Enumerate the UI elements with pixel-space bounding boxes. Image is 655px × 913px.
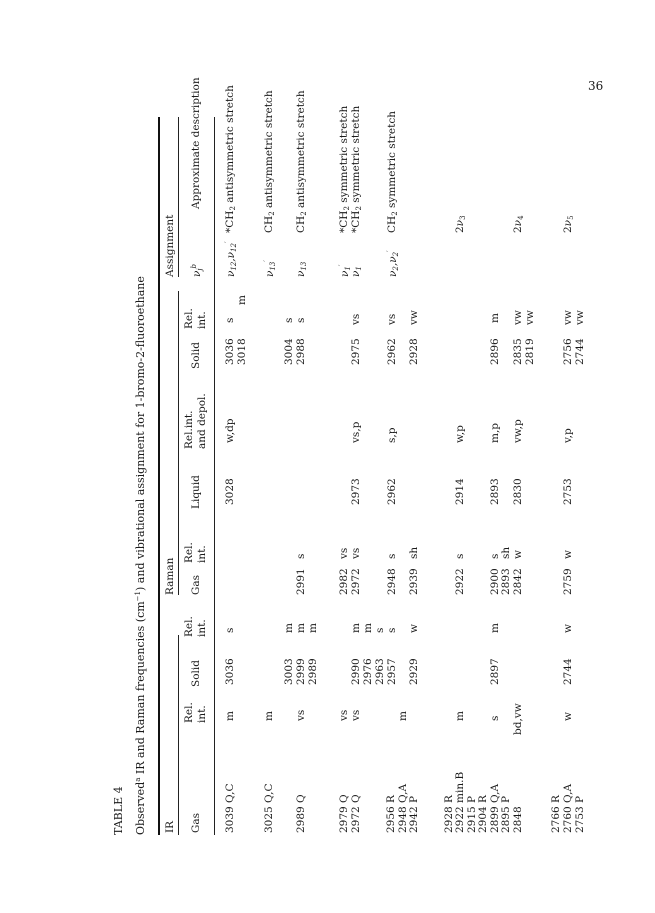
assign-nu-cell: $\nu_{12},\nu_{12}'$ <box>224 241 238 277</box>
raman-solid-cell: 2975 <box>350 338 362 365</box>
page-number: 36 <box>588 79 604 93</box>
raman-gas-cell: 2900 <box>489 568 501 595</box>
raman-gas-rel-cell: vs <box>350 547 362 559</box>
ir-gas-rel-cell: s <box>489 715 501 721</box>
raman-solid-rel-cell: s <box>295 317 307 323</box>
ir-gas-cell: 2895 P <box>500 795 512 833</box>
description-cell: $CH_2$ symmetric stretch <box>386 111 399 233</box>
ir-gas-cell: 2922 min.B <box>454 771 466 833</box>
ir-solid-rel-cell: m <box>350 623 362 633</box>
hdr-approx-description: Approximate description <box>190 77 202 209</box>
raman-liquid-cell: 2962 <box>386 478 398 505</box>
raman-solid-cell: 3004 <box>283 338 295 365</box>
assign-nu-cell: $\nu_{13}$ <box>295 261 308 277</box>
raman-liquid-cell: 2830 <box>512 478 524 505</box>
raman-solid-rel-cell: m <box>489 313 501 323</box>
raman-liquid-rel-cell: vs,p <box>350 421 362 443</box>
rule-assignment <box>178 117 179 277</box>
raman-solid-rel-cell: s <box>224 317 236 323</box>
raman-liquid-cell: 2893 <box>489 478 501 505</box>
ir-gas-cell: 2928 R <box>443 795 455 833</box>
raman-gas-cell: 2982 <box>338 568 350 595</box>
raman-gas-rel-cell: sh <box>408 546 420 559</box>
hdr-raman-relint-depol: Rel.int. and depol. <box>183 393 208 449</box>
raman-solid-rel-cell: vw <box>408 310 420 325</box>
assign-nu-cell: $\nu_1'$ <box>338 264 352 277</box>
ir-gas-cell: 2972 Q <box>350 794 362 833</box>
hdr-raman-solid: Solid <box>190 342 202 369</box>
raman-gas-cell: 2922 <box>454 568 466 595</box>
ir-solid-rel-cell: s <box>374 627 386 633</box>
table-label: TABLE 4 <box>112 786 125 835</box>
raman-gas-rel-cell: s <box>489 553 501 559</box>
raman-solid-rel-cell: vw <box>524 310 536 325</box>
raman-liquid-rel-cell: w,dp <box>224 418 236 443</box>
raman-solid-cell: 2896 <box>489 338 501 365</box>
ir-solid-rel-cell: m <box>489 623 501 633</box>
ir-solid-cell: 2990 <box>350 658 362 685</box>
raman-gas-cell: 2842 <box>512 568 524 595</box>
raman-liquid-cell: 2753 <box>562 478 574 505</box>
raman-gas-cell: 2759 <box>562 568 574 595</box>
hdr-assign-nu: $\nu_j^b$ <box>190 263 204 277</box>
rule-ir <box>178 635 179 835</box>
ir-gas-cell: 2766 R <box>550 795 562 833</box>
table-caption: Observed$^a$ IR and Raman frequencies $(cm^{-1})$ and vibrational assignment for 1-bromo-2-fluoroethane <box>134 276 147 835</box>
rule-header <box>214 117 215 835</box>
raman-gas-rel-cell: s <box>386 553 398 559</box>
group-ir: IR <box>164 820 176 833</box>
ir-gas-rel-cell: m <box>397 711 409 721</box>
raman-gas-cell: 2991 <box>295 568 307 595</box>
ir-solid-rel-cell: m <box>295 623 307 633</box>
raman-liquid-rel-cell: vw,p <box>512 419 524 443</box>
ir-gas-rel-cell: vs <box>295 709 307 721</box>
raman-solid-rel-cell: m <box>236 295 248 305</box>
ir-solid-rel-cell: m <box>307 623 319 633</box>
ir-gas-cell: 2899 Q,A <box>489 783 501 833</box>
ir-solid-rel-cell: w <box>562 624 574 633</box>
overtone-cell: $2\nu_4$ <box>512 215 525 233</box>
ir-solid-cell: 2989 <box>307 658 319 685</box>
ir-gas-rel-cell: vs <box>338 709 350 721</box>
raman-liquid-rel-cell: v,p <box>562 428 574 443</box>
raman-gas-rel-cell: w <box>562 550 574 559</box>
ir-gas-cell: 2760 Q,A <box>562 783 574 833</box>
hdr-raman-gas: Gas <box>190 574 202 595</box>
raman-liquid-cell: 2914 <box>454 478 466 505</box>
raman-solid-cell: 2819 <box>524 338 536 365</box>
raman-solid-rel-cell: vw <box>562 310 574 325</box>
group-raman: Raman <box>164 557 176 595</box>
raman-solid-cell: 3018 <box>236 338 248 365</box>
ir-gas-cell: 2848 <box>512 806 524 833</box>
ir-solid-rel-cell: s <box>386 627 398 633</box>
ir-gas-cell: 2915 P <box>466 795 478 833</box>
hdr-ir-solid: Solid <box>190 660 202 687</box>
hdr-raman-solid-rel: Rel. int. <box>183 308 208 329</box>
raman-solid-cell: 2962 <box>386 338 398 365</box>
raman-solid-rel-cell: s <box>283 317 295 323</box>
raman-gas-cell: 2972 <box>350 568 362 595</box>
raman-solid-rel-cell: vw <box>574 310 586 325</box>
ir-gas-cell: 2956 R <box>385 795 397 833</box>
raman-liquid-rel-cell: w,p <box>454 425 466 443</box>
ir-solid-cell: 2744 <box>562 658 574 685</box>
ir-solid-cell: 2897 <box>489 658 501 685</box>
assign-nu-cell: $\nu_{13}'$ <box>263 260 277 277</box>
assign-nu-cell: $\nu_1$ <box>350 266 363 277</box>
raman-liquid-cell: 2973 <box>350 478 362 505</box>
description-cell: $*CH_2$ antisymmetric stretch <box>224 85 237 233</box>
raman-gas-cell: 2893 <box>500 568 512 595</box>
raman-gas-cell: 2939 <box>408 568 420 595</box>
ir-solid-rel-cell: m <box>362 623 374 633</box>
ir-gas-rel-cell: m <box>454 711 466 721</box>
ir-solid-rel-cell: s <box>224 627 236 633</box>
ir-gas-cell: 3025 Q,C <box>263 783 275 833</box>
rule-top <box>158 117 160 835</box>
raman-gas-rel-cell: vs <box>338 547 350 559</box>
raman-solid-cell: 2756 <box>562 338 574 365</box>
ir-solid-cell: 2929 <box>408 658 420 685</box>
hdr-ir-gas-rel: Rel. int. <box>183 702 208 723</box>
description-cell: $*CH_2$ symmetric stretch <box>338 105 351 233</box>
ir-gas-cell: 3039 Q,C <box>224 783 236 833</box>
hdr-raman-gas-rel: Rel. int. <box>183 542 208 563</box>
ir-solid-cell: 3036 <box>224 658 236 685</box>
ir-gas-rel-cell: w <box>562 712 574 721</box>
ir-gas-rel-cell: m <box>263 711 275 721</box>
ir-gas-rel-cell: m <box>224 711 236 721</box>
ir-solid-cell: 2999 <box>295 658 307 685</box>
raman-gas-rel-cell: w <box>512 550 524 559</box>
raman-liquid-rel-cell: s,p <box>386 427 398 443</box>
ir-gas-cell: 2979 Q <box>338 794 350 833</box>
ir-solid-rel-cell: w <box>408 624 420 633</box>
hdr-raman-liquid: Liquid <box>190 475 202 509</box>
raman-liquid-cell: 3028 <box>224 478 236 505</box>
group-assignment: Assignment <box>164 214 176 277</box>
rotated-table <box>110 77 630 835</box>
raman-solid-cell: 2744 <box>574 338 586 365</box>
rule-raman <box>178 291 179 595</box>
description-cell: $CH_2$ antisymmetric stretch <box>263 90 276 233</box>
ir-gas-cell: 2948 Q,A <box>397 783 409 833</box>
raman-solid-rel-cell: vs <box>350 313 362 325</box>
ir-gas-cell: 2753 P <box>574 795 586 833</box>
raman-solid-cell: 2928 <box>408 338 420 365</box>
ir-solid-cell: 2957 <box>386 658 398 685</box>
raman-gas-rel-cell: s <box>295 553 307 559</box>
raman-solid-rel-cell: vs <box>386 313 398 325</box>
overtone-cell: $2\nu_5$ <box>562 215 575 233</box>
ir-solid-cell: 3003 <box>283 658 295 685</box>
description-cell: $*CH_2$ symmetric stretch <box>350 105 363 233</box>
raman-solid-cell: 2988 <box>295 338 307 365</box>
assign-nu-cell: $\nu_2,\nu_2'$ <box>386 250 400 277</box>
raman-solid-cell: 2835 <box>512 338 524 365</box>
overtone-cell: $2\nu_3$ <box>454 215 467 233</box>
ir-gas-cell: 2942 P <box>408 795 420 833</box>
ir-gas-rel-cell: vs <box>350 709 362 721</box>
ir-solid-rel-cell: m <box>283 623 295 633</box>
raman-liquid-rel-cell: m,p <box>489 422 501 443</box>
hdr-ir-solid-rel: Rel. int. <box>183 616 208 637</box>
ir-solid-cell: 2963 <box>374 658 386 685</box>
description-cell: $CH_2$ antisymmetric stretch <box>295 90 308 233</box>
ir-gas-cell: 2989 Q <box>295 794 307 833</box>
raman-solid-cell: 3036 <box>224 338 236 365</box>
ir-gas-cell: 2904 R <box>477 795 489 833</box>
raman-gas-rel-cell: s <box>454 553 466 559</box>
hdr-ir-gas: Gas <box>190 812 202 833</box>
ir-gas-rel-cell: bd,vw <box>512 703 524 735</box>
raman-gas-rel-cell: sh <box>500 546 512 559</box>
raman-gas-cell: 2948 <box>386 568 398 595</box>
raman-solid-rel-cell: vw <box>512 310 524 325</box>
ir-solid-cell: 2976 <box>362 658 374 685</box>
